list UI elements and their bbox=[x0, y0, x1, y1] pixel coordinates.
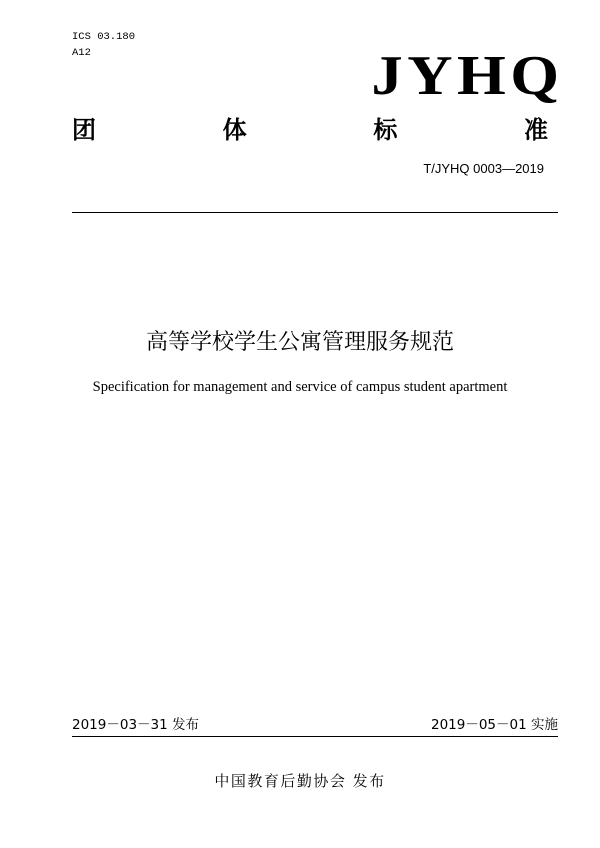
ics-code: ICS 03.180 bbox=[72, 31, 136, 43]
issue-date: 2019－03－31 发布 bbox=[72, 717, 200, 733]
title-english: Specification for management and service of campus student apartment bbox=[92, 379, 508, 395]
jyhq-logo: JYHQ bbox=[371, 45, 564, 107]
standard-type-char: 准 bbox=[523, 116, 548, 144]
footer-divider bbox=[72, 736, 558, 737]
standard-type-char: 团 bbox=[72, 116, 96, 144]
standard-number: T/JYHQ 0003—2019 bbox=[423, 161, 544, 176]
publisher: 中国教育后勤协会 发布 bbox=[214, 772, 386, 790]
title-chinese: 高等学校学生公寓管理服务规范 bbox=[145, 330, 454, 355]
classification-code: A12 bbox=[72, 47, 91, 59]
header-divider bbox=[72, 212, 558, 213]
standard-type-char: 标 bbox=[373, 116, 398, 144]
implementation-date: 2019－05－01 实施 bbox=[430, 717, 558, 733]
standard-type-char: 体 bbox=[222, 116, 247, 144]
standard-type bbox=[72, 114, 548, 146]
